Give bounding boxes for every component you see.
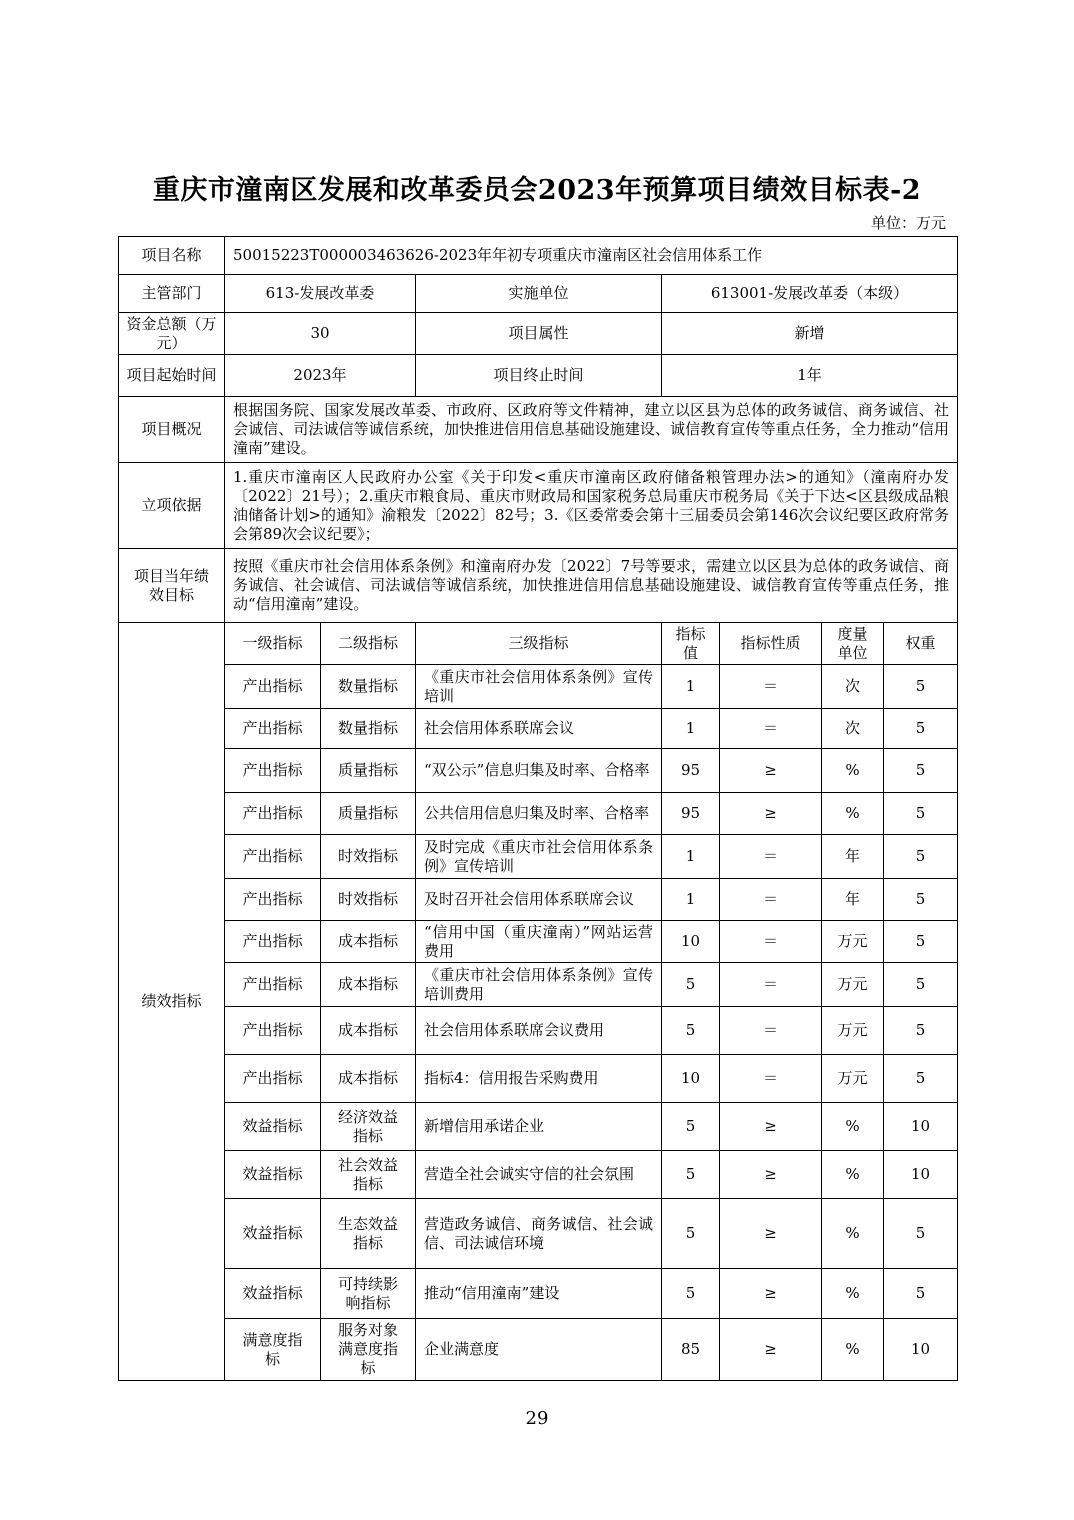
indicator-row	[119, 835, 958, 879]
indicator-level3: 推动“信用潼南”建设	[416, 1269, 662, 1319]
indicator-nature: ＝	[720, 963, 822, 1007]
header-level1: 一级指标	[225, 623, 321, 665]
performance-table	[118, 236, 958, 1381]
goal-value: 按照《重庆市社会信用体系条例》和潼南府办发〔2022〕7号等要求，需建立以区县为总体的政务诚信、商务诚信、社会诚信、司法诚信等诚信系统，加快推进信用信息基础设施建设、诚信教育宣传等重点任务，推动“信用潼南”建设。	[225, 549, 958, 623]
indicator-level1: 产出指标	[225, 835, 321, 879]
indicator-row	[119, 879, 958, 921]
indicator-value: 1	[662, 835, 720, 879]
indicator-level2: 数量指标	[321, 709, 416, 749]
indicator-level3: 企业满意度	[416, 1319, 662, 1381]
indicator-value: 85	[662, 1319, 720, 1381]
indicator-weight: 5	[884, 1055, 958, 1103]
indicator-level2: 数量指标	[321, 665, 416, 709]
indicator-weight: 5	[884, 921, 958, 963]
project-name-value: 50015223T000003463626-2023年年初专项重庆市潼南区社会信用体系工作	[225, 237, 958, 275]
indicator-level3: “双公示”信息归集及时率、合格率	[416, 749, 662, 793]
page-number: 29	[525, 1408, 549, 1429]
impl-label: 实施单位	[416, 275, 662, 313]
indicator-row	[119, 1103, 958, 1151]
indicator-value: 5	[662, 1199, 720, 1269]
indicator-level2: 服务对象满意度指标	[321, 1319, 416, 1381]
indicator-level1: 产出指标	[225, 709, 321, 749]
unit-label: 单位：万元	[870, 214, 946, 232]
indicator-unit: %	[822, 1319, 884, 1381]
indicator-nature: ≥	[720, 1269, 822, 1319]
indicator-row	[119, 963, 958, 1007]
indicator-unit: %	[822, 1103, 884, 1151]
dept-label: 主管部门	[119, 275, 225, 313]
header-unit: 度量单位	[822, 623, 884, 665]
indicator-level1: 产出指标	[225, 793, 321, 835]
indicator-nature: ≥	[720, 1151, 822, 1199]
indicator-nature: ＝	[720, 1007, 822, 1055]
indicator-row	[119, 665, 958, 709]
header-nature: 指标性质	[720, 623, 822, 665]
indicator-level1: 效益指标	[225, 1103, 321, 1151]
indicator-level1: 效益指标	[225, 1199, 321, 1269]
indicator-level1: 满意度指标	[225, 1319, 321, 1381]
indicator-row	[119, 749, 958, 793]
indicator-weight: 5	[884, 1269, 958, 1319]
indicator-row	[119, 1055, 958, 1103]
indicator-nature: ≥	[720, 1199, 822, 1269]
indicator-nature: ≥	[720, 749, 822, 793]
page-title: 重庆市潼南区发展和改革委员会2023年预算项目绩效目标表-2	[152, 175, 922, 206]
indicator-unit: %	[822, 1199, 884, 1269]
indicator-row	[119, 1319, 958, 1381]
indicator-unit: 万元	[822, 963, 884, 1007]
impl-value: 613001-发展改革委（本级）	[662, 275, 958, 313]
indicator-level1: 效益指标	[225, 1269, 321, 1319]
indicator-level1: 产出指标	[225, 879, 321, 921]
indicator-unit: 次	[822, 709, 884, 749]
indicator-nature: ＝	[720, 1055, 822, 1103]
header-weight: 权重	[884, 623, 958, 665]
indicator-unit: %	[822, 1151, 884, 1199]
indicator-unit: %	[822, 1269, 884, 1319]
indicator-value: 95	[662, 793, 720, 835]
indicator-level3: 营造全社会诚实守信的社会氛围	[416, 1151, 662, 1199]
indicator-nature: ≥	[720, 1319, 822, 1381]
indicator-value: 1	[662, 879, 720, 921]
indicator-value: 1	[662, 709, 720, 749]
indicator-level2: 质量指标	[321, 793, 416, 835]
indicator-level3: 指标4：信用报告采购费用	[416, 1055, 662, 1103]
attr-label: 项目属性	[416, 313, 662, 355]
indicator-unit: %	[822, 749, 884, 793]
indicator-level3: 《重庆市社会信用体系条例》宣传培训费用	[416, 963, 662, 1007]
indicator-value: 5	[662, 1269, 720, 1319]
start-value: 2023年	[225, 355, 416, 397]
basis-label: 立项依据	[119, 463, 225, 549]
indicator-level3: 公共信用信息归集及时率、合格率	[416, 793, 662, 835]
indicator-level3: 社会信用体系联席会议	[416, 709, 662, 749]
indicator-level3: “信用中国（重庆潼南）”网站运营费用	[416, 921, 662, 963]
indicator-level2: 可持续影响指标	[321, 1269, 416, 1319]
indicator-nature: ＝	[720, 921, 822, 963]
header-level3: 三级指标	[416, 623, 662, 665]
indicator-weight: 5	[884, 879, 958, 921]
header-level2: 二级指标	[321, 623, 416, 665]
indicator-weight: 5	[884, 835, 958, 879]
indicator-unit: 年	[822, 879, 884, 921]
indicator-level1: 产出指标	[225, 665, 321, 709]
indicator-value: 5	[662, 1151, 720, 1199]
indicator-level2: 成本指标	[321, 1007, 416, 1055]
indicator-level2: 成本指标	[321, 963, 416, 1007]
indicator-level3: 《重庆市社会信用体系条例》宣传培训	[416, 665, 662, 709]
indicator-weight: 5	[884, 793, 958, 835]
indicator-unit: %	[822, 793, 884, 835]
indicator-level2: 时效指标	[321, 879, 416, 921]
dept-value: 613-发展改革委	[225, 275, 416, 313]
overview-label: 项目概况	[119, 397, 225, 463]
indicator-weight: 5	[884, 963, 958, 1007]
start-label: 项目起始时间	[119, 355, 225, 397]
indicator-level3: 及时召开社会信用体系联席会议	[416, 879, 662, 921]
indicator-weight: 10	[884, 1103, 958, 1151]
indicator-level1: 产出指标	[225, 921, 321, 963]
indicators-section-label: 绩效指标	[119, 623, 225, 1381]
end-label: 项目终止时间	[416, 355, 662, 397]
indicator-level1: 产出指标	[225, 749, 321, 793]
indicator-nature: ≥	[720, 1103, 822, 1151]
indicator-weight: 5	[884, 1199, 958, 1269]
indicator-nature: ＝	[720, 709, 822, 749]
indicator-weight: 5	[884, 665, 958, 709]
indicator-value: 1	[662, 665, 720, 709]
indicator-value: 10	[662, 921, 720, 963]
indicator-level2: 质量指标	[321, 749, 416, 793]
basis-value: 1.重庆市潼南区人民政府办公室《关于印发<重庆市潼南区政府储备粮管理办法>的通知》（潼南府办发〔2022〕21号）；2.重庆市粮食局、重庆市财政局和国家税务总局重庆市税务局《关于下达<区县级成品粮油储备计划>的通知》渝粮发〔2022〕82号；3.《区委常委会第十三届委员会第146次会议纪要区政府常务会第89次会议纪要》；	[225, 463, 958, 549]
indicator-level2: 社会效益指标	[321, 1151, 416, 1199]
indicator-row	[119, 921, 958, 963]
indicator-nature: ＝	[720, 879, 822, 921]
indicator-nature: ＝	[720, 665, 822, 709]
project-name-label: 项目名称	[119, 237, 225, 275]
indicator-level3: 营造政务诚信、商务诚信、社会诚信、司法诚信环境	[416, 1199, 662, 1269]
indicator-weight: 5	[884, 709, 958, 749]
indicator-level1: 产出指标	[225, 963, 321, 1007]
fund-value: 30	[225, 313, 416, 355]
indicator-row	[119, 1269, 958, 1319]
indicator-unit: 年	[822, 835, 884, 879]
indicator-nature: ＝	[720, 835, 822, 879]
indicator-level2: 生态效益指标	[321, 1199, 416, 1269]
indicator-weight: 10	[884, 1319, 958, 1381]
indicator-level2: 时效指标	[321, 835, 416, 879]
indicator-level2: 经济效益指标	[321, 1103, 416, 1151]
indicator-value: 10	[662, 1055, 720, 1103]
indicator-unit: 万元	[822, 1055, 884, 1103]
indicator-weight: 10	[884, 1151, 958, 1199]
indicator-level1: 产出指标	[225, 1055, 321, 1103]
indicator-level3: 社会信用体系联席会议费用	[416, 1007, 662, 1055]
indicator-nature: ≥	[720, 793, 822, 835]
indicator-value: 5	[662, 1103, 720, 1151]
indicator-level1: 效益指标	[225, 1151, 321, 1199]
indicator-level1: 产出指标	[225, 1007, 321, 1055]
indicator-row	[119, 1007, 958, 1055]
indicator-value: 5	[662, 963, 720, 1007]
end-value: 1年	[662, 355, 958, 397]
indicator-row	[119, 1199, 958, 1269]
attr-value: 新增	[662, 313, 958, 355]
indicator-row	[119, 1151, 958, 1199]
indicator-level2: 成本指标	[321, 921, 416, 963]
indicator-value: 95	[662, 749, 720, 793]
indicator-value: 5	[662, 1007, 720, 1055]
indicator-row	[119, 709, 958, 749]
indicator-level2: 成本指标	[321, 1055, 416, 1103]
indicator-level3: 及时完成《重庆市社会信用体系条例》宣传培训	[416, 835, 662, 879]
indicator-weight: 5	[884, 1007, 958, 1055]
fund-label: 资金总额（万元）	[119, 313, 225, 355]
indicator-weight: 5	[884, 749, 958, 793]
indicator-unit: 次	[822, 665, 884, 709]
indicator-level3: 新增信用承诺企业	[416, 1103, 662, 1151]
goal-label: 项目当年绩效目标	[119, 549, 225, 623]
indicator-row	[119, 793, 958, 835]
indicator-unit: 万元	[822, 921, 884, 963]
overview-value: 根据国务院、国家发展改革委、市政府、区政府等文件精神，建立以区县为总体的政务诚信、商务诚信、社会诚信、司法诚信等诚信系统，加快推进信用信息基础设施建设、诚信教育宣传等重点任务，全力推动“信用潼南”建设。	[225, 397, 958, 463]
header-value: 指标值	[662, 623, 720, 665]
indicator-unit: 万元	[822, 1007, 884, 1055]
